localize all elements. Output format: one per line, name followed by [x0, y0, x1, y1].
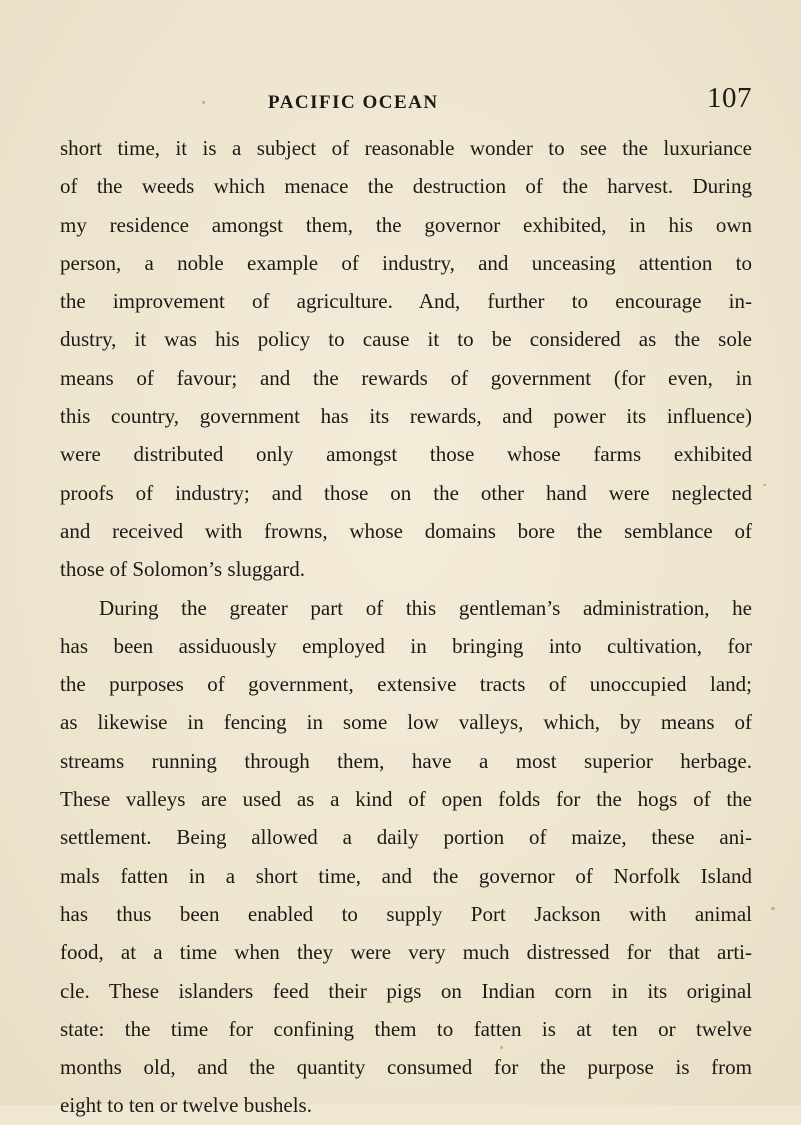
- text-line: streams running through them, have a most superior herbage.: [60, 748, 752, 773]
- text-line: cle. These islanders feed their pigs on Indian corn in its original: [60, 978, 752, 1003]
- text-line: the improvement of agriculture. And, further to encourage in-: [60, 289, 752, 314]
- text-line: These valleys are used as a kind of open folds for the hogs of the: [60, 787, 752, 812]
- text-line: has thus been enabled to supply Port Jackson with animal: [60, 901, 752, 926]
- running-title: PACIFIC OCEAN: [268, 92, 439, 113]
- text-line: proofs of industry; and those on the other hand were neglected: [60, 480, 752, 505]
- text-line: the purposes of government, extensive tracts of unoccupied land;: [60, 672, 752, 697]
- text-line: settlement. Being allowed a daily portion of maize, these ani-: [60, 825, 752, 850]
- paper-speck: [771, 907, 775, 910]
- text-line: short time, it is a subject of reasonable wonder to see the luxuriance: [60, 136, 752, 160]
- text-line: this country, government has its rewards, and power its influence): [60, 404, 752, 429]
- text-line: means of favour; and the rewards of government (for even, in: [60, 365, 752, 390]
- text-line: person, a noble example of industry, and unceasing attention to: [60, 250, 752, 275]
- text-line: and received with frowns, whose domains bore the semblance of: [60, 518, 752, 543]
- text-line: dustry, it was his policy to cause it to be considered as the sole: [60, 327, 752, 352]
- text-line: as likewise in fencing in some low valleys, which, by means of: [60, 710, 752, 735]
- text-line: mals fatten in a short time, and the governor of Norfolk Island: [60, 863, 752, 888]
- text-line: months old, and the quantity consumed for the purpose is from: [60, 1055, 752, 1080]
- text-line: state: the time for confining them to fatten is at ten or twelve: [60, 1016, 752, 1041]
- body-text: [60, 129, 752, 1125]
- text-line: During the greater part of this gentleman’s administration, he: [99, 595, 752, 620]
- text-line: of the weeds which menace the destruction of the harvest. During: [60, 174, 752, 199]
- page-number: 107: [707, 82, 752, 114]
- paper-speck: [763, 484, 766, 486]
- running-head: [60, 82, 752, 126]
- text-line: food, at a time when they were very much distressed for that arti-: [60, 940, 752, 965]
- text-line: has been assiduously employed in bringing into cultivation, for: [60, 633, 752, 658]
- text-line: those of Solomon’s sluggard.: [60, 557, 305, 582]
- text-line: eight to ten or twelve bushels.: [60, 1093, 312, 1118]
- text-line: were distributed only amongst those whose farms exhibited: [60, 442, 752, 467]
- text-line: my residence amongst them, the governor exhibited, in his own: [60, 212, 752, 237]
